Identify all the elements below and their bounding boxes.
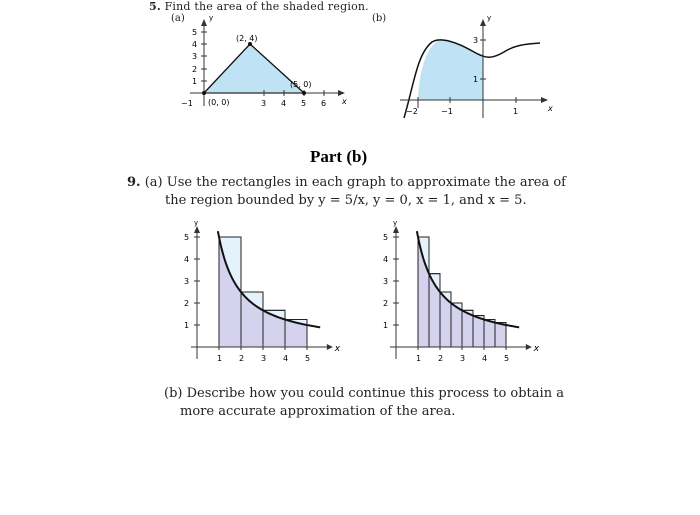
x-axis-arrow (526, 344, 532, 350)
x-tick-neg1: −1 (181, 99, 193, 108)
x-tick-3: 3 (261, 99, 267, 108)
problem-9b-text (164, 385, 584, 421)
x-tick-1: 1 (513, 107, 519, 116)
graph-5b (390, 14, 555, 124)
x-axis-arrow (541, 97, 548, 103)
point-label-top: (2, 4) (236, 34, 258, 43)
graph-9-right (364, 220, 544, 375)
problem-9b-line2: more accurate approximation of the area. (180, 404, 456, 419)
x-tick-label: 4 (283, 354, 289, 363)
problem-9a-line2: the region bounded by y = 5/x, y = 0, x = 1, and x = 5. (165, 193, 527, 208)
x-tick-label: 1 (416, 354, 422, 363)
y-axis-label: y (209, 14, 214, 22)
problem-9b-line1: Describe how you could continue this process to obtain a (186, 386, 564, 401)
shaded-triangle (204, 44, 304, 93)
y-tick-3: 3 (192, 52, 198, 61)
x-axis-label: x (342, 97, 347, 106)
graph-5b-label: (b) (372, 13, 387, 24)
x-tick-5: 5 (301, 99, 307, 108)
y-tick-label: 1 (383, 321, 389, 330)
problem-9a-line1: Use the rectangles in each graph to approximate the area of (166, 175, 566, 190)
y-axis-arrow (393, 226, 399, 233)
y-tick-1: 1 (192, 77, 198, 86)
x-tick-6: 6 (321, 99, 327, 108)
y-tick-label: 3 (184, 277, 190, 286)
y-tick-3: 3 (473, 36, 479, 45)
x-tick-label: 2 (239, 354, 245, 363)
x-tick-label: 4 (482, 354, 488, 363)
problem-9b-label: (b) (164, 386, 183, 401)
problem-9a-label: (a) (144, 175, 163, 190)
y-axis-arrow (194, 226, 200, 233)
point-label-origin: (0, 0) (208, 98, 230, 107)
x-axis-arrow (327, 344, 333, 350)
y-axis-arrow (201, 19, 207, 26)
problem-9-number: 9. (127, 175, 141, 190)
x-axis-label: x (334, 344, 341, 354)
y-tick-label: 1 (184, 321, 190, 330)
problem-5-text: Find the area of the shaded region. (164, 0, 369, 13)
y-axis-label: y (487, 14, 492, 22)
y-axis-label: y (393, 220, 398, 227)
y-tick-label: 4 (383, 255, 389, 264)
graph-5a (180, 14, 350, 114)
x-axis-arrow (338, 90, 345, 96)
x-tick-4: 4 (281, 99, 287, 108)
graph-5a-label: (a) (171, 13, 185, 24)
y-axis-arrow (480, 19, 486, 26)
y-tick-label: 4 (184, 255, 190, 264)
x-tick-label: 1 (217, 354, 223, 363)
shaded-region (418, 40, 483, 100)
y-tick-label: 2 (184, 299, 190, 308)
y-tick-label: 2 (383, 299, 389, 308)
y-tick-label: 3 (383, 277, 389, 286)
x-tick-label: 3 (460, 354, 466, 363)
x-tick-neg1: −1 (441, 107, 453, 116)
x-axis-label: x (548, 104, 553, 113)
problem-9a-text (127, 174, 597, 210)
x-tick-label: 5 (504, 354, 510, 363)
x-tick-neg2: −2 (406, 107, 418, 116)
problem-5-number: 5. (149, 0, 161, 13)
y-tick-5: 5 (192, 28, 198, 37)
x-tick-label: 2 (438, 354, 444, 363)
problem-5-prompt (149, 0, 369, 13)
y-tick-1: 1 (473, 75, 479, 84)
point-label-right: (5, 0) (290, 80, 312, 89)
y-tick-label: 5 (383, 233, 389, 242)
vertex-origin (202, 91, 206, 95)
y-axis-label: y (194, 220, 199, 227)
x-axis-label: x (533, 344, 540, 354)
x-tick-label: 5 (305, 354, 311, 363)
graph-9-left (165, 220, 345, 375)
part-b-heading: Part (b) (310, 147, 368, 166)
x-tick-label: 3 (261, 354, 267, 363)
y-tick-label: 5 (184, 233, 190, 242)
y-tick-2: 2 (192, 65, 198, 74)
y-tick-4: 4 (192, 40, 198, 49)
vertex-right (302, 91, 306, 95)
